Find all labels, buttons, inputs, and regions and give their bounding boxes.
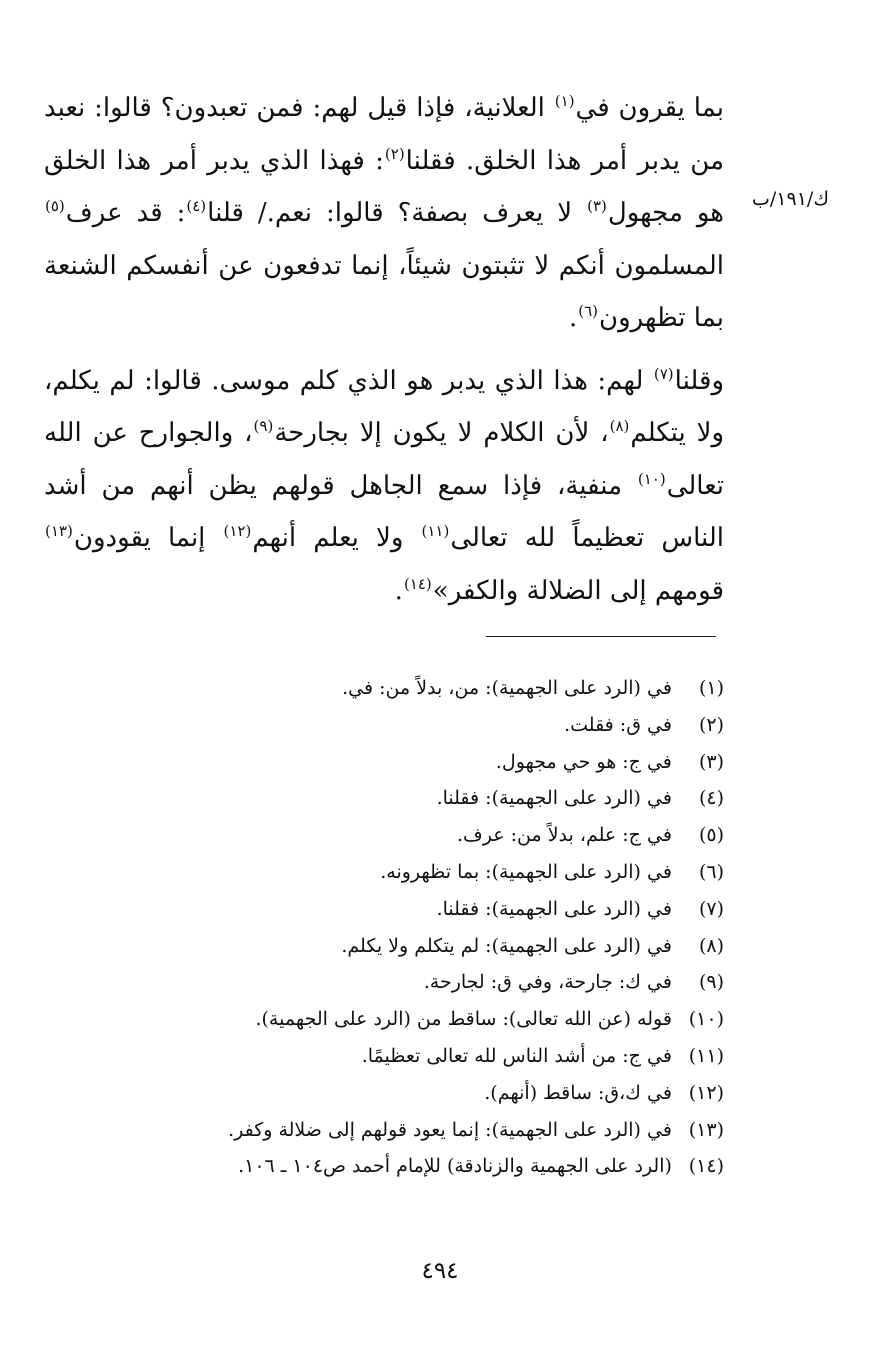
footnote-item <box>100 780 724 817</box>
footnote-text: في (الرد على الجهمية): لم يتكلم ولا يكلم. <box>341 934 672 957</box>
text-run: ، والجوارح عن الله تعالى <box>44 418 724 501</box>
footnote-number: (١٣) <box>688 1118 724 1141</box>
text-run: لهم: هذا الذي يدبر هو الذي كلم موسى. قالوا: لم يكلم، ولا يتكلم <box>44 365 725 448</box>
footnote-number: (٢) <box>698 713 724 736</box>
footnote-item <box>100 1148 724 1185</box>
footnote-marker[interactable]: (٩) <box>253 417 274 436</box>
footnote-text: في ج: علم، بدلاً من: عرف. <box>457 824 672 847</box>
paragraph-1 <box>44 82 724 345</box>
footnote-number: (٧) <box>698 897 724 920</box>
footnote-marker[interactable]: (٥) <box>45 197 65 216</box>
page-number: ٤٩٤ <box>421 1258 459 1284</box>
footnote-text: في (الرد على الجهمية): فقلنا. <box>436 787 672 810</box>
footnote-text: في (الرد على الجهمية): إنما يعود قولهم إلى ضلالة وكفر. <box>228 1118 672 1141</box>
footnote-number: (١) <box>698 677 724 699</box>
footnote-number: (١٤) <box>688 1155 724 1178</box>
footnote-text: في ج: من أشد الناس لله تعالى تعظيمًا. <box>361 1044 672 1067</box>
footnote-marker[interactable]: (٢) <box>384 144 405 163</box>
footnote-item <box>100 891 724 928</box>
text-run: : قد عرف <box>65 198 186 228</box>
text-run: . <box>568 303 578 333</box>
footnote-item <box>100 744 724 781</box>
footnote-number: (٩) <box>698 971 724 994</box>
text-run: منفية، فإذا سمع الجاهل قولهم يظن أنهم من أشد الناس تعظيماً لله تعالى <box>44 470 724 553</box>
footnote-item <box>100 707 724 744</box>
footnote-marker[interactable]: (١٠) <box>637 469 666 488</box>
footnote-item <box>100 670 724 707</box>
footnote-number: (٨) <box>698 934 724 957</box>
text-run: بما يقرون في <box>575 93 724 123</box>
text-run: العلانية، فإذا قيل لهم: فمن تعبدون؟ قالوا: نعبد من يدبر أمر هذا الخلق. فقلنا <box>44 93 724 176</box>
footnote-number: (١١) <box>688 1044 724 1067</box>
text-run: ، لأن الكلام لا يكون إلا بجارحة <box>274 418 609 448</box>
footnote-item <box>100 1112 724 1149</box>
footnote-number: (٥) <box>698 824 724 847</box>
text-run: : فهذا الذي يدبر أمر هذا الخلق هو مجهول <box>44 145 724 228</box>
footnotes-list <box>100 670 724 1185</box>
footnote-marker[interactable]: (١) <box>554 92 575 111</box>
footnote-number: (٤) <box>698 787 724 810</box>
footnote-item <box>100 1001 724 1038</box>
footnote-item <box>100 854 724 891</box>
footnote-marker[interactable]: (١١) <box>421 522 450 541</box>
footnote-number: (١٠) <box>688 1008 724 1031</box>
text-run: المسلمون أنكم لا تثبتون شيئاً، إنما تدفعون عن أنفسكم الشنعة بما تظهرون <box>44 250 724 333</box>
footnote-item <box>100 1075 724 1112</box>
footnote-number: (٦) <box>698 860 724 883</box>
footnote-text: في ك: جارحة، وفي ق: لجارحة. <box>423 971 672 994</box>
footnote-separator-line <box>486 636 716 637</box>
footnote-text: في (الرد على الجهمية): فقلنا. <box>436 897 672 920</box>
footnote-marker[interactable]: (٦) <box>578 302 598 321</box>
footnote-marker[interactable]: (٣) <box>587 197 607 216</box>
footnote-text: في ك،ق: ساقط (أنهم). <box>484 1081 672 1104</box>
footnote-marker[interactable]: (٧) <box>653 364 674 383</box>
footnote-item <box>100 1038 724 1075</box>
footnote-marker[interactable]: (١٤) <box>403 574 432 593</box>
footnote-text: في ق: فقلت. <box>564 713 672 736</box>
paragraph-2 <box>44 355 724 618</box>
footnote-text: (الرد على الجهمية والزنادقة) للإمام أحمد ص١٠٤ ـ ١٠٦. <box>238 1155 672 1178</box>
footnote-text: في ج: هو حي مجهول. <box>495 750 672 773</box>
footnote-marker[interactable]: (٤) <box>186 197 207 216</box>
footnote-text: في (الرد على الجهمية): بما تظهرونه. <box>380 860 672 883</box>
footnote-number: (٣) <box>698 750 724 773</box>
footnote-marker[interactable]: (٨) <box>609 417 630 436</box>
text-run: وقلنا <box>674 365 724 396</box>
footnote-number: (١٢) <box>688 1081 724 1104</box>
footnote-item <box>100 964 724 1001</box>
manuscript-margin-note: ك/١٩١/ب <box>752 188 829 210</box>
text-run: ولا يعلم أنهم <box>252 523 421 553</box>
footnote-marker[interactable]: (١٢) <box>223 522 252 541</box>
text-run: قومهم إلى الضلالة والكفر» <box>432 575 724 606</box>
footnote-item <box>100 928 724 965</box>
text-run: إنما يقودون <box>73 523 223 553</box>
main-text-body <box>44 82 724 617</box>
footnote-text: قوله (عن الله تعالى): ساقط من (الرد على الجهمية). <box>255 1008 672 1031</box>
footnote-item <box>100 817 724 854</box>
text-run: لا يعرف بصفة؟ قالوا: نعم./ قلنا <box>207 198 587 228</box>
footnote-marker[interactable]: (١٣) <box>45 522 73 541</box>
text-run: . <box>394 575 403 606</box>
footnote-text: في (الرد على الجهمية): من، بدلاً من: في. <box>342 677 672 699</box>
